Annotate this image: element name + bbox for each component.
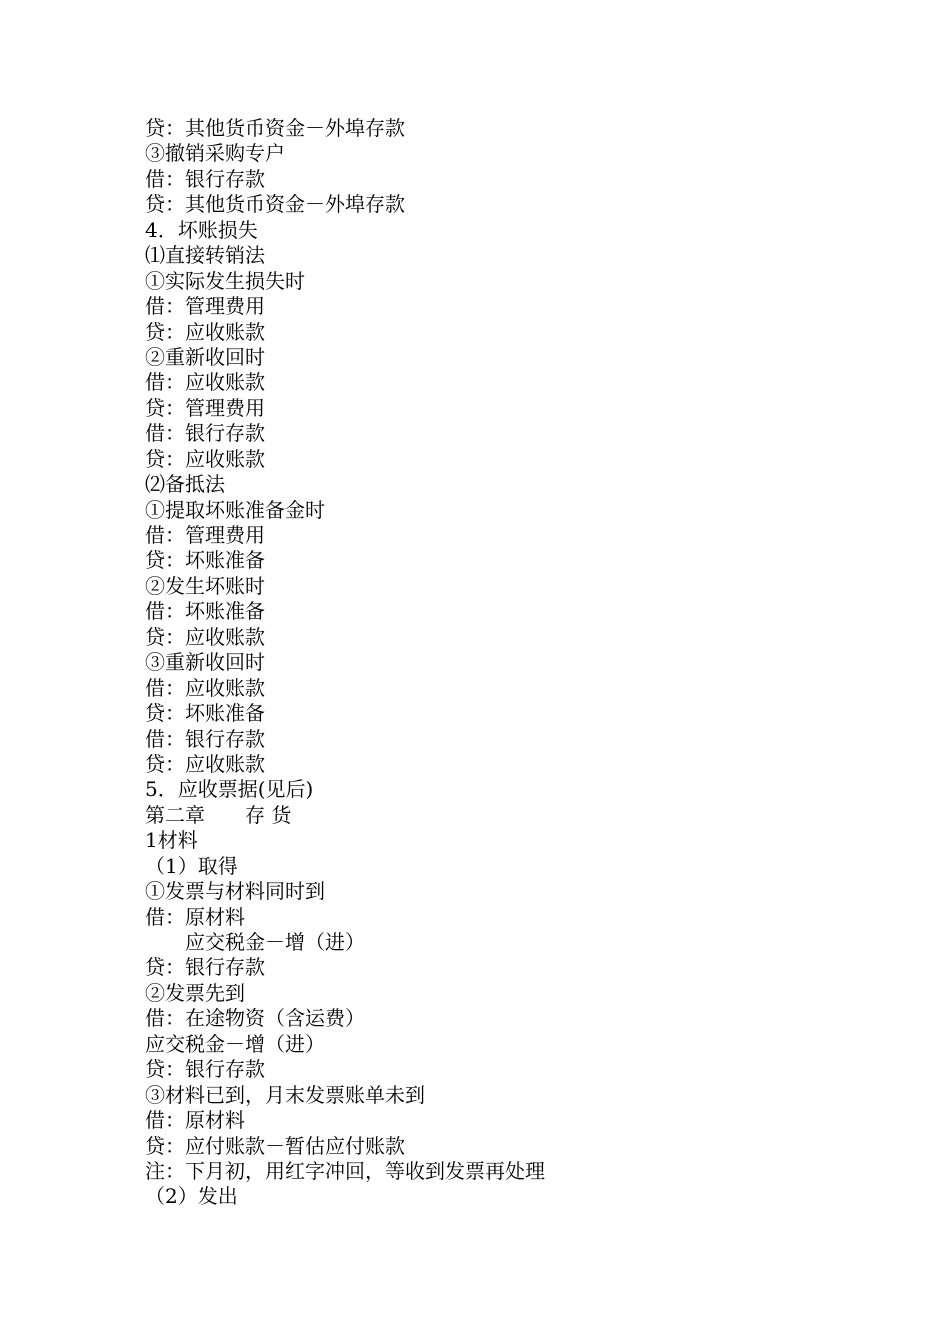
text-line: ①实际发生损失时 [145,268,305,293]
note-line: 注：下月初，用红字冲回，等收到发票再处理 [145,1158,545,1183]
text-line: ③材料已到，月末发票账单未到 [145,1082,425,1107]
section-heading: 4．坏账损失 [145,217,258,242]
text-line: 借：坏账准备 [145,599,265,624]
text-line: ①发票与材料同时到 [145,879,325,904]
text-line: 贷：银行存款 [145,955,265,980]
text-line: 应交税金－增（进） [145,1031,325,1056]
text-line: ③重新收回时 [145,650,265,675]
text-line: 借：在途物资（含运费） [145,1006,365,1031]
text-line: 贷：应付账款－暂估应付账款 [145,1133,405,1158]
text-line: 借：管理费用 [145,523,265,547]
text-line: 借：银行存款 [145,421,265,446]
text-line: 贷：应收账款 [145,751,265,776]
subsection-heading: ⑴直接转销法 [145,243,265,268]
text-line: 贷：其他货币资金－外埠存款 [145,116,405,140]
subsection-heading: （2）发出 [145,1184,238,1209]
text-line: 贷：应收账款 [145,319,265,344]
section-heading: 5．应收票据(见后) [145,777,314,802]
text-line: ②重新收回时 [145,344,265,369]
text-line: 贷：坏账准备 [145,548,265,573]
text-line: ②发生坏账时 [145,573,265,598]
text-line: 借：管理费用 [145,294,265,319]
subsection-heading: （1）取得 [145,853,238,878]
text-line: 借：银行存款 [145,166,265,191]
text-line: 借：银行存款 [145,726,265,751]
text-line: 借：原材料 [145,1108,245,1133]
text-line: 应交税金－增（进） [145,930,365,954]
section-heading: 1材料 [145,828,198,853]
text-line: 借：应收账款 [145,675,265,700]
subsection-heading: ⑵备抵法 [145,472,225,497]
document-body [145,116,925,1210]
text-line: ①提取坏账准备金时 [145,497,325,522]
text-line: 贷：应收账款 [145,446,265,471]
text-line: 贷：管理费用 [145,395,265,420]
text-line: 借：原材料 [145,904,245,929]
text-line: 贷：应收账款 [145,624,265,649]
text-line: ③撤销采购专户 [145,141,285,166]
text-line: 贷：银行存款 [145,1057,265,1082]
text-line: ②发票先到 [145,980,245,1005]
text-line: 贷：坏账准备 [145,701,265,726]
chapter-heading: 第二章 存 货 [145,802,292,827]
text-line: 贷：其他货币资金－外埠存款 [145,192,405,217]
text-line: 借：应收账款 [145,370,265,395]
